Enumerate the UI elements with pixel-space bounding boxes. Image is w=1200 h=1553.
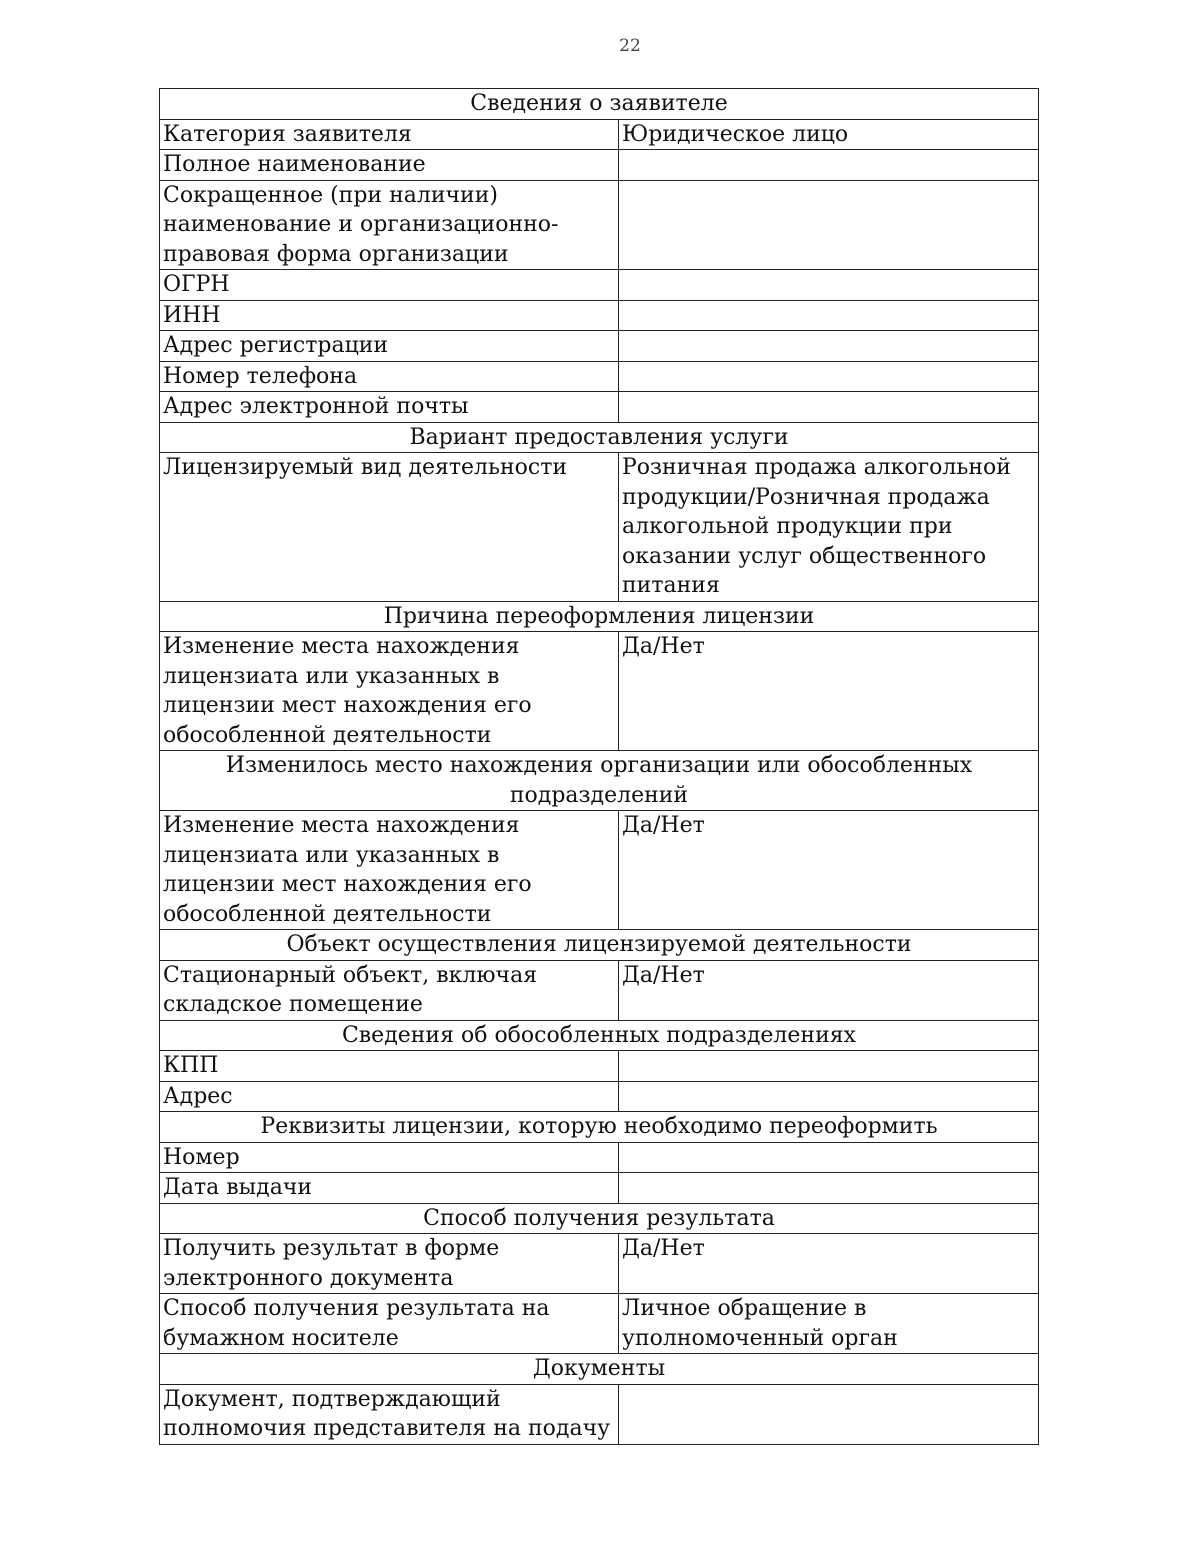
field-value[interactable] bbox=[619, 1142, 1039, 1173]
field-value[interactable]: Да/Нет bbox=[619, 1234, 1039, 1294]
field-value[interactable]: Да/Нет bbox=[619, 960, 1039, 1020]
section-title-service-variant: Вариант предоставления услуги bbox=[160, 422, 1039, 453]
field-value[interactable] bbox=[619, 361, 1039, 392]
section-title-subdivisions: Сведения об обособленных подразделениях bbox=[160, 1020, 1039, 1051]
field-label: Номер телефона bbox=[160, 361, 619, 392]
field-value[interactable] bbox=[619, 392, 1039, 423]
table-row bbox=[160, 180, 1039, 270]
section-title-applicant: Сведения о заявителе bbox=[160, 89, 1039, 120]
field-value[interactable]: Розничная продажа алкогольной продукции/Розничная продажа алкогольной продукции при оказании услуг общественного питания bbox=[619, 453, 1039, 602]
field-value[interactable]: Личное обращение в уполномоченный орган bbox=[619, 1294, 1039, 1354]
applicant-form-table bbox=[159, 88, 1039, 1445]
field-label: Адрес электронной почты bbox=[160, 392, 619, 423]
table-row bbox=[160, 1173, 1039, 1204]
table-row bbox=[160, 960, 1039, 1020]
section-title-result-method: Способ получения результата bbox=[160, 1203, 1039, 1234]
section-header-row bbox=[160, 930, 1039, 961]
page-number: 22 bbox=[619, 36, 641, 56]
field-value[interactable] bbox=[619, 1081, 1039, 1112]
field-label: Способ получения результата на бумажном носителе bbox=[160, 1294, 619, 1354]
table-row bbox=[160, 1294, 1039, 1354]
table-row bbox=[160, 1234, 1039, 1294]
section-title-license-details: Реквизиты лицензии, которую необходимо переоформить bbox=[160, 1112, 1039, 1143]
table-row bbox=[160, 331, 1039, 362]
field-label: ОГРН bbox=[160, 270, 619, 301]
table-row bbox=[160, 392, 1039, 423]
table-row bbox=[160, 1142, 1039, 1173]
table-row bbox=[160, 361, 1039, 392]
field-label: Сокращенное (при наличии) наименование и организационно-правовая форма организации bbox=[160, 180, 619, 270]
field-value[interactable] bbox=[619, 150, 1039, 181]
section-title-location-changed: Изменилось место нахождения организации или обособленных подразделений bbox=[160, 751, 1039, 811]
section-header-row bbox=[160, 601, 1039, 632]
field-value[interactable] bbox=[619, 1051, 1039, 1082]
section-header-row bbox=[160, 751, 1039, 811]
field-label: Номер bbox=[160, 1142, 619, 1173]
field-label: Лицензируемый вид деятельности bbox=[160, 453, 619, 602]
field-value[interactable]: Да/Нет bbox=[619, 811, 1039, 930]
table-row bbox=[160, 150, 1039, 181]
table-row bbox=[160, 453, 1039, 602]
section-header-row bbox=[160, 89, 1039, 120]
field-value[interactable] bbox=[619, 270, 1039, 301]
table-row bbox=[160, 270, 1039, 301]
field-value[interactable]: Юридическое лицо bbox=[619, 119, 1039, 150]
section-header-row bbox=[160, 1020, 1039, 1051]
field-label: Получить результат в форме электронного документа bbox=[160, 1234, 619, 1294]
table-row bbox=[160, 119, 1039, 150]
field-value[interactable]: Да/Нет bbox=[619, 632, 1039, 751]
field-label: Изменение места нахождения лицензиата или указанных в лицензии мест нахождения его обособленной деятельности bbox=[160, 811, 619, 930]
table-row bbox=[160, 1051, 1039, 1082]
table-row bbox=[160, 300, 1039, 331]
field-label: Дата выдачи bbox=[160, 1173, 619, 1204]
field-label: КПП bbox=[160, 1051, 619, 1082]
field-label: Адрес регистрации bbox=[160, 331, 619, 362]
field-value[interactable] bbox=[619, 331, 1039, 362]
field-label: ИНН bbox=[160, 300, 619, 331]
field-value[interactable] bbox=[619, 300, 1039, 331]
section-title-documents: Документы bbox=[160, 1354, 1039, 1385]
field-label: Адрес bbox=[160, 1081, 619, 1112]
section-header-row bbox=[160, 422, 1039, 453]
field-value[interactable] bbox=[619, 1173, 1039, 1204]
table-row bbox=[160, 811, 1039, 930]
field-label: Стационарный объект, включая складское помещение bbox=[160, 960, 619, 1020]
field-value[interactable] bbox=[619, 180, 1039, 270]
field-value[interactable] bbox=[619, 1384, 1039, 1444]
section-title-reissue-reason: Причина переоформления лицензии bbox=[160, 601, 1039, 632]
section-header-row bbox=[160, 1112, 1039, 1143]
section-header-row bbox=[160, 1354, 1039, 1385]
section-header-row bbox=[160, 1203, 1039, 1234]
field-label: Документ, подтверждающий полномочия представителя на подачу bbox=[160, 1384, 619, 1444]
table-row bbox=[160, 1081, 1039, 1112]
field-label: Категория заявителя bbox=[160, 119, 619, 150]
table-row bbox=[160, 1384, 1039, 1444]
field-label: Изменение места нахождения лицензиата или указанных в лицензии мест нахождения его обособленной деятельности bbox=[160, 632, 619, 751]
section-title-activity-object: Объект осуществления лицензируемой деятельности bbox=[160, 930, 1039, 961]
table-row bbox=[160, 632, 1039, 751]
field-label: Полное наименование bbox=[160, 150, 619, 181]
